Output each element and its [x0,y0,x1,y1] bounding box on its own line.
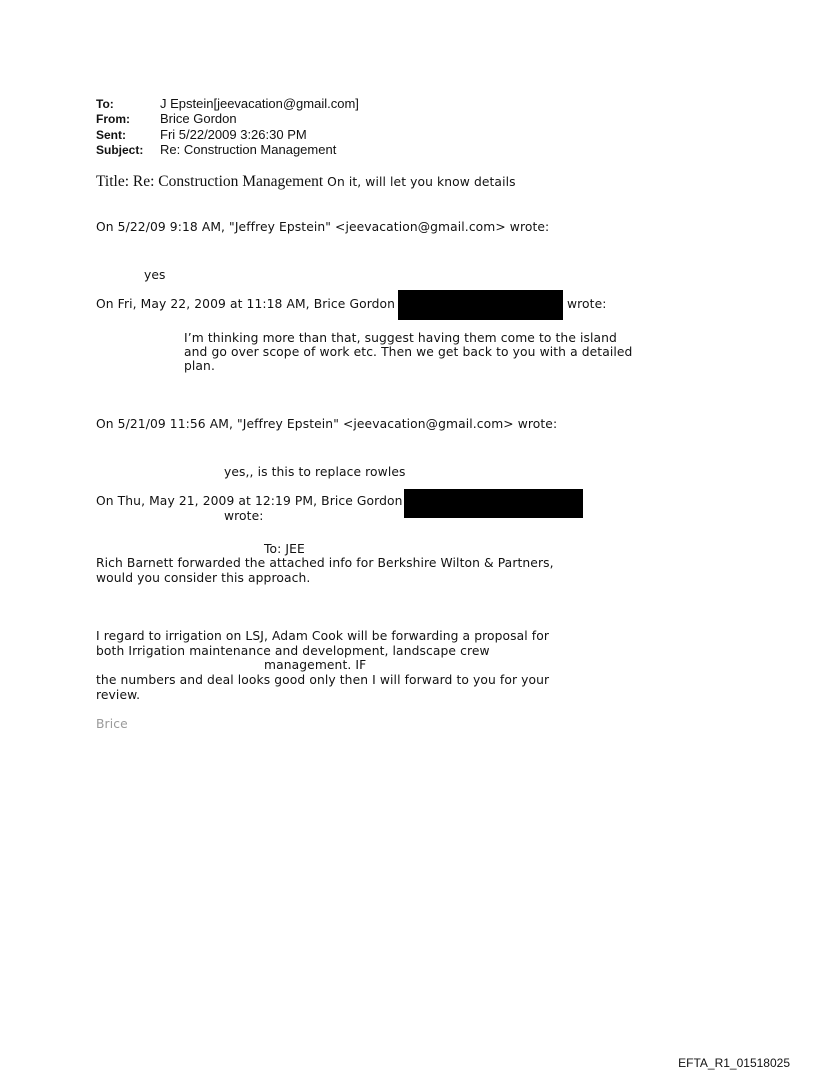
reply-yes: yes [144,268,166,282]
message-line: I regard to irrigation on LSJ, Adam Cook will be forwarding a proposal for [96,629,550,643]
subject-label: Subject: [96,143,144,157]
message-line: both Irrigation maintenance and development, landscape crew [96,644,490,658]
title-line [96,173,516,191]
redaction-box [404,489,583,518]
quote-attribution-4: On Thu, May 21, 2009 at 12:19 PM, Brice Gordon [96,494,403,508]
signature: Brice [96,717,128,731]
to-jee-line: To: JEE [264,542,305,556]
to-label: To: [96,97,114,111]
to-value: J Epstein[jeevacation@gmail.com] [160,96,359,111]
message-line: would you consider this approach. [96,571,311,585]
message-line: the numbers and deal looks good only then I will forward to you for your [96,673,550,687]
reply-rowles: yes,, is this to replace rowles [224,465,406,479]
quote-attribution-2: On Fri, May 22, 2009 at 11:18 AM, Brice Gordon [96,297,396,311]
title-text: Title: Re: Construction Management [96,173,324,190]
message-line: management. IF [264,658,367,672]
message-line: I’m thinking more than that, suggest having them come to the island [184,331,617,345]
sent-label: Sent: [96,128,126,142]
message-line: review. [96,688,141,702]
quote-attribution-3: On 5/21/09 11:56 AM, "Jeffrey Epstein" <jeevacation@gmail.com> wrote: [96,417,558,431]
bates-number: EFTA_R1_01518025 [678,1056,790,1070]
redaction-box [398,290,563,320]
message-line: and go over scope of work etc. Then we get back to you with a detailed [184,345,633,359]
reply-body: On it, will let you know details [327,175,516,189]
quote-attribution-2-wrote: wrote: [567,297,607,311]
message-line: Rich Barnett forwarded the attached info for Berkshire Wilton & Partners, [96,556,554,570]
quote-attribution-1: On 5/22/09 9:18 AM, "Jeffrey Epstein" <jeevacation@gmail.com> wrote: [96,220,550,234]
message-line: plan. [184,359,215,373]
from-label: From: [96,112,130,126]
quote-attribution-4-wrote: wrote: [224,509,264,523]
subject-value: Re: Construction Management [160,142,337,157]
from-value: Brice Gordon [160,111,237,126]
sent-value: Fri 5/22/2009 3:26:30 PM [160,127,307,142]
